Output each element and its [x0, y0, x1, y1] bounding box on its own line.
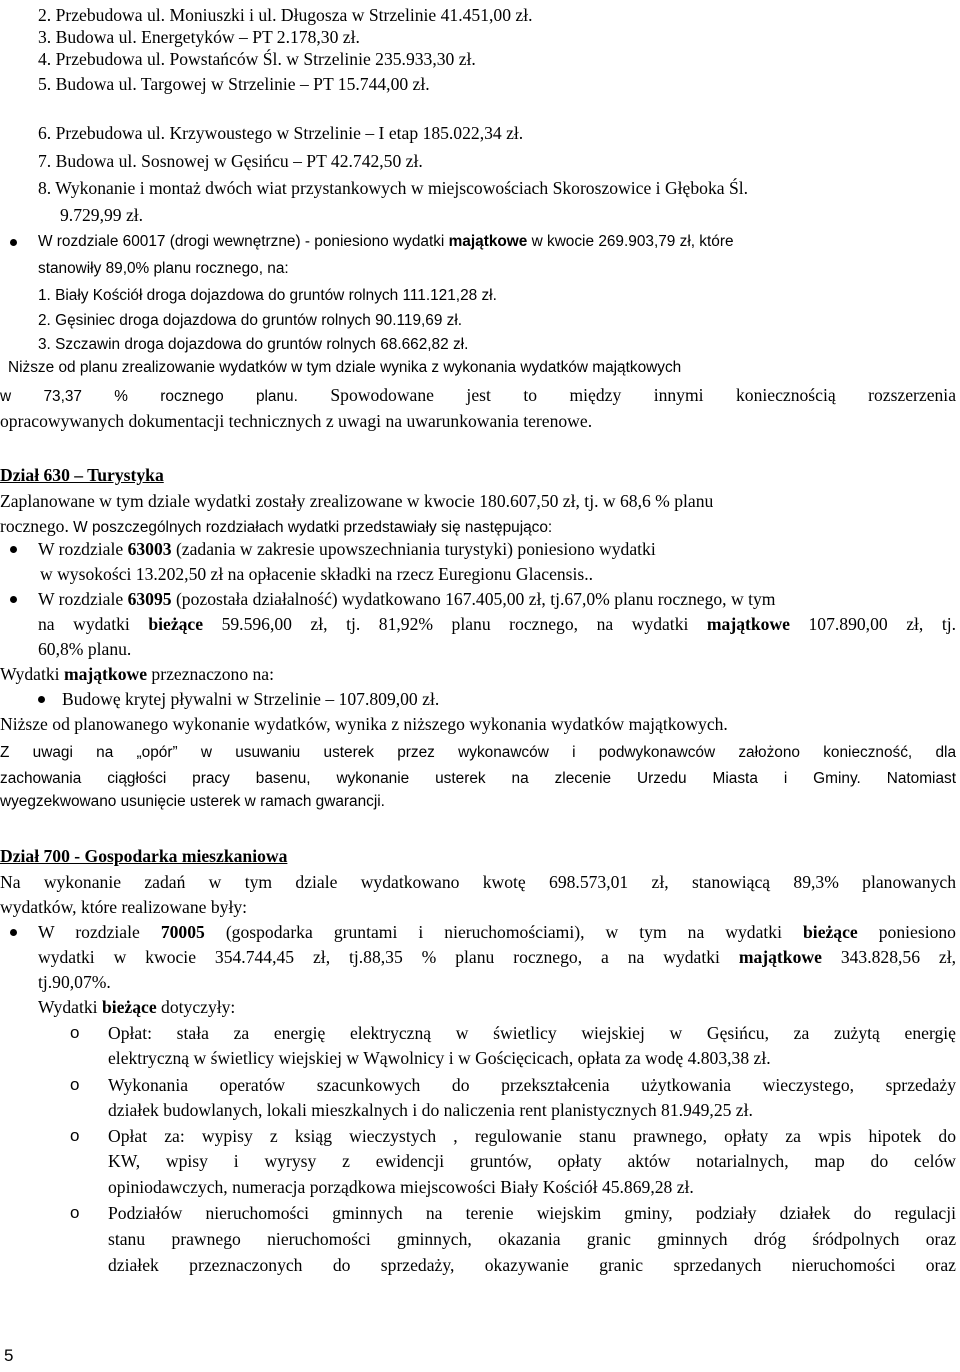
paragraph-line: Wydatki bieżące dotyczyły:	[38, 997, 236, 1017]
section-heading: Dział 700 - Gospodarka mieszkaniowa	[0, 846, 288, 866]
bullet-icon	[10, 546, 17, 553]
paragraph-line: W rozdziale 70005 (gospodarka gruntami i nieruchomościami), w tym na wydatki bieżące poniesiono	[38, 922, 956, 942]
paragraph-line: stanowiły 89,0% planu rocznego, na:	[38, 260, 289, 277]
paragraph-line: opiniodawczych, numeracja porządkowa miejscowości Biały Kościół 45.869,28 zł.	[108, 1177, 694, 1197]
section-heading: Dział 630 – Turystyka	[0, 465, 164, 485]
list-item: 7. Budowa ul. Sosnowej w Gęsińcu – PT 42.742,50 zł.	[38, 151, 423, 171]
paragraph-line: Na wykonanie zadań w tym dziale wydatkowano kwotę 698.573,01 zł, stanowiącą 89,3% planowanych	[0, 872, 956, 892]
paragraph-line: rocznego. W poszczególnych rozdziałach wydatki przedstawiały się następująco:	[0, 516, 553, 536]
circle-bullet-icon: o	[70, 1203, 80, 1222]
list-item: 3. Budowa ul. Energetyków – PT 2.178,30 zł.	[38, 27, 360, 47]
list-item: 4. Przebudowa ul. Powstańców Śl. w Strzelinie 235.933,30 zł.	[38, 49, 476, 69]
circle-bullet-icon: o	[70, 1023, 80, 1042]
paragraph-line: wydatków, które realizowane były:	[0, 897, 248, 917]
paragraph-line: opracowywanych dokumentacji technicznych z uwagi na uwarunkowania terenowe.	[0, 411, 593, 431]
bullet-icon	[38, 696, 45, 703]
list-item: 9.729,99 zł.	[60, 205, 144, 225]
paragraph-line: działek budowlanych, lokali mieszkalnych i do naliczenia rent planistycznych 81.949,25 zł.	[108, 1100, 753, 1120]
list-item: 6. Przebudowa ul. Krzywoustego w Strzelinie – I etap 185.022,34 zł.	[38, 123, 524, 143]
circle-bullet-icon: o	[70, 1075, 80, 1094]
paragraph-line: Wydatki majątkowe przeznaczono na:	[0, 664, 275, 684]
paragraph-line: elektryczną w świetlicy wiejskiej w Wąwolnicy i w Gościęcicach, opłata za wodę 4.803,38 zł.	[108, 1048, 771, 1068]
list-item: 2. Przebudowa ul. Moniuszki i ul. Długosza w Strzelinie 41.451,00 zł.	[38, 5, 533, 25]
list-item: Budowę krytej pływalni w Strzelinie – 107.809,00 zł.	[62, 689, 440, 709]
paragraph-line: Podziałów nieruchomości gminnych na terenie wiejskim gminy, podziały działek do regulacji	[108, 1203, 956, 1223]
bullet-icon	[10, 596, 17, 603]
bullet-icon	[10, 929, 17, 936]
paragraph-line: w 73,37 % rocznego planu. Spowodowane jest to między innymi koniecznością rozszerzenia	[0, 385, 957, 405]
list-item: 5. Budowa ul. Targowej w Strzelinie – PT 15.744,00 zł.	[38, 74, 430, 94]
list-item: 8. Wykonanie i montaż dwóch wiat przystankowych w miejscowościach Skoroszowice i Głęboka Śl.	[38, 178, 749, 198]
paragraph-line: na wydatki bieżące 59.596,00 zł, tj. 81,92% planu rocznego, na wydatki majątkowe 107.890,00 zł, tj.	[38, 614, 956, 634]
paragraph-line: Niższe od planowanego wykonanie wydatków, wynika z niższego wykonania wydatków majątkowych.	[0, 714, 728, 734]
paragraph-line: W rozdziale 60017 (drogi wewnętrzne) - poniesiono wydatki majątkowe w kwocie 269.903,79 zł, które	[38, 233, 734, 250]
paragraph-line: W rozdziale 63095 (pozostała działalność) wydatkowano 167.405,00 zł, tj.67,0% planu rocznego, w tym	[38, 589, 776, 609]
paragraph-line: wyegzekwowano usunięcie usterek w ramach gwarancji.	[0, 793, 385, 810]
list-item: 3. Szczawin droga dojazdowa do gruntów rolnych 68.662,82 zł.	[38, 336, 469, 353]
paragraph-line: tj.90,07%.	[38, 972, 111, 992]
paragraph-line: działek przeznaczonych do sprzedaży, okazywanie granic sprzedanych nieruchomości oraz	[108, 1255, 956, 1275]
paragraph-line: 60,8% planu.	[38, 639, 132, 659]
paragraph-line: Zaplanowane w tym dziale wydatki zostały zrealizowane w kwocie 180.607,50 zł, tj. w 68,6 % planu	[0, 491, 714, 511]
page-number: 5	[4, 1346, 14, 1365]
circle-bullet-icon: o	[70, 1126, 80, 1145]
paragraph-line: stanu prawnego nieruchomości gminnych, okazania granic gminnych dróg śródpolnych oraz	[108, 1229, 956, 1249]
paragraph-line: Z uwagi na „opór” w usuwaniu usterek przez wykonawców i podwykonawców założono konieczność, dla	[0, 744, 956, 761]
paragraph-line: Opłat za: wypisy z ksiąg wieczystych , regulowanie stanu prawnego, opłaty za wpis hipotek do	[108, 1126, 956, 1146]
list-item: 2. Gęsiniec droga dojazdowa do gruntów rolnych 90.119,69 zł.	[38, 312, 463, 329]
paragraph-line: Opłat: stała za energię elektryczną w świetlicy wiejskiej w Gęsińcu, za zużytą energię	[108, 1023, 956, 1043]
paragraph-line: KW, wpisy i wyrysy z ewidencji gruntów, opłaty aktów notarialnych, map do celów	[108, 1151, 956, 1171]
paragraph-line: wydatki w kwocie 354.744,45 zł, tj.88,35 % planu rocznego, a na wydatki majątkowe 343.828,56 zł,	[38, 947, 956, 967]
paragraph-line: w wysokości 13.202,50 zł na opłacenie składki na rzecz Euregionu Glacensis..	[40, 564, 594, 584]
paragraph-line: Niższe od planu zrealizowanie wydatków w tym dziale wynika z wykonania wydatków majątkowych	[8, 359, 682, 376]
list-item: 1. Biały Kościół droga dojazdowa do gruntów rolnych 111.121,28 zł.	[38, 287, 497, 304]
paragraph-line: zachowania ciągłości pracy basenu, wykonanie usterek na zlecenie Urzedu Miasta i Gminy. Natomiast	[0, 770, 956, 787]
paragraph-line: Wykonania operatów szacunkowych do przekształcenia użytkowania wieczystego, sprzedaży	[108, 1075, 956, 1095]
paragraph-line: W rozdziale 63003 (zadania w zakresie upowszechniania turystyki) poniesiono wydatki	[38, 539, 656, 559]
bullet-icon	[10, 239, 17, 246]
